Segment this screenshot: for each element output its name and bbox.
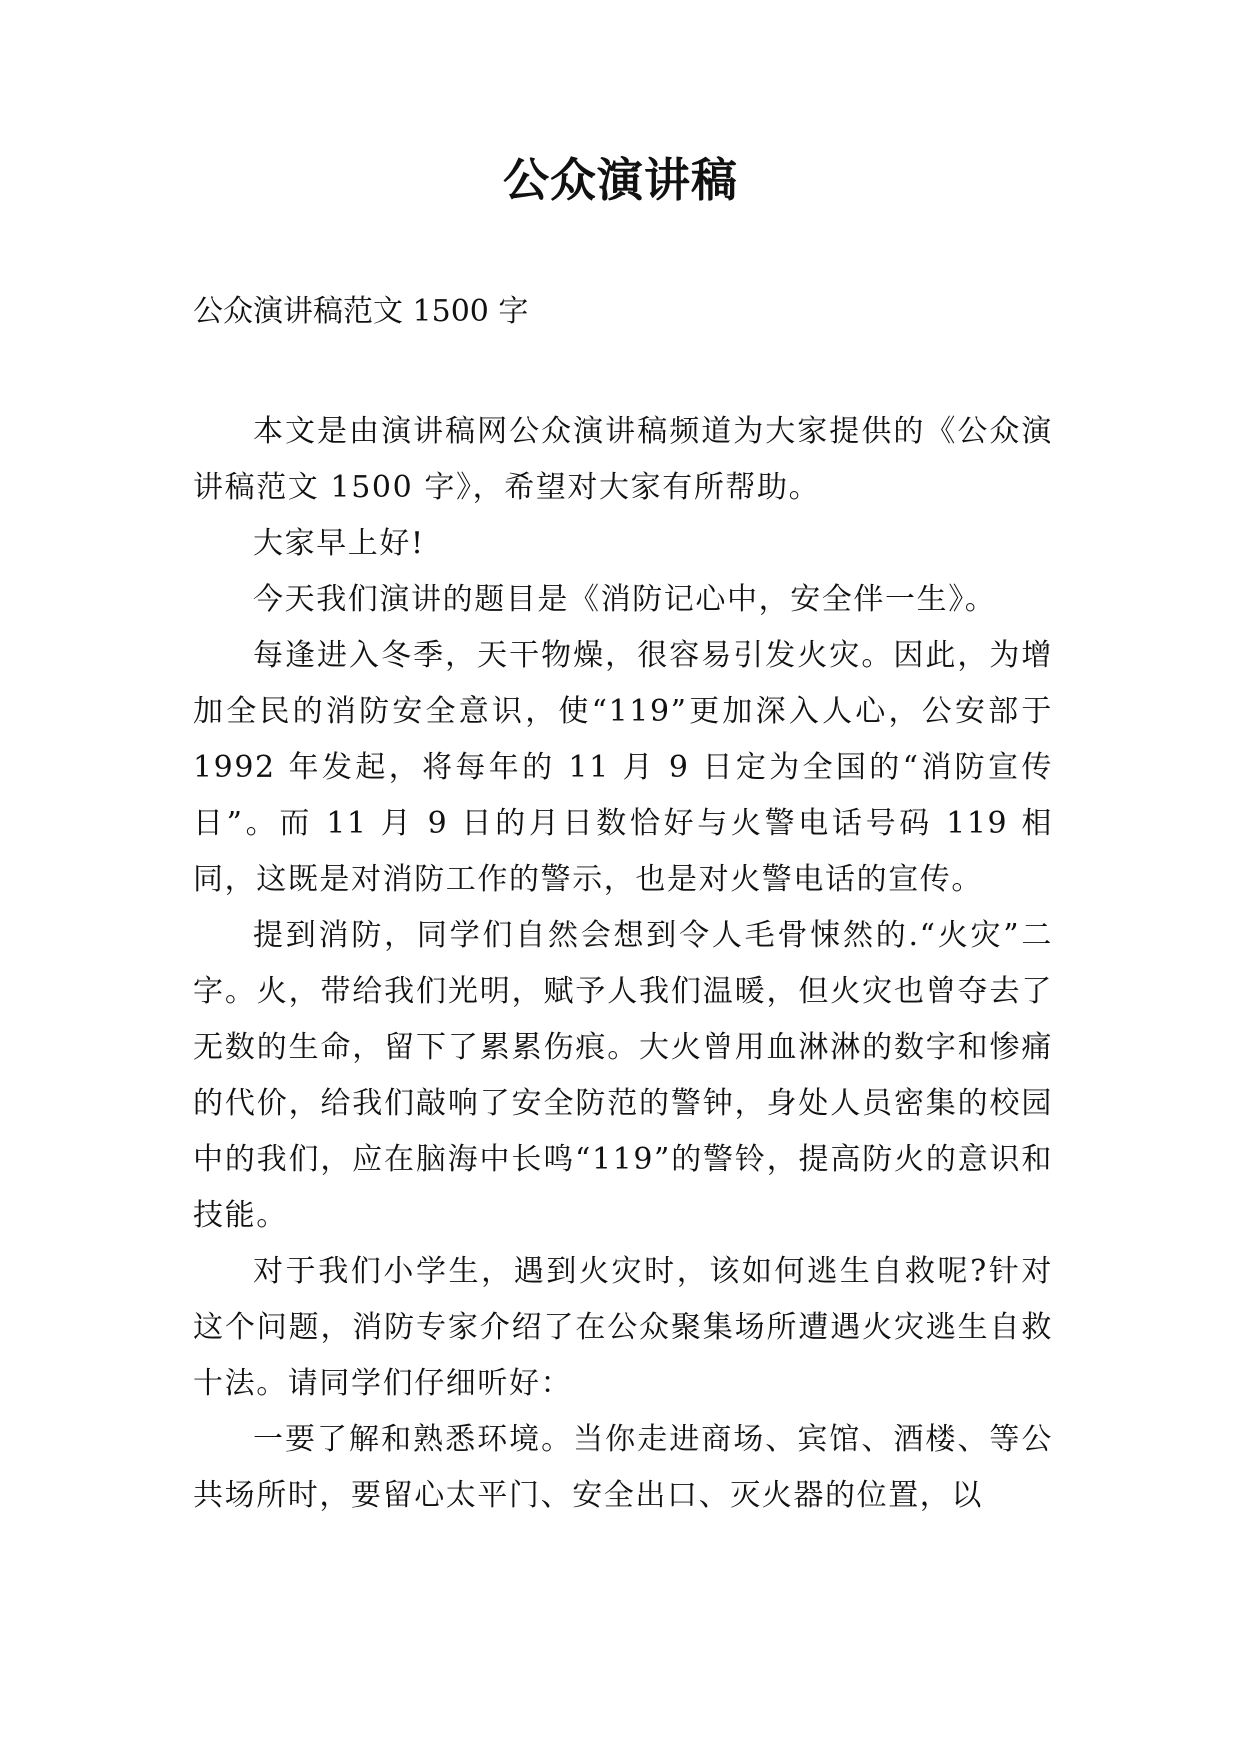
document-subtitle: 公众演讲稿范文 1500 字 bbox=[193, 294, 529, 329]
paragraph-fire-day: 每逢进入冬季，天干物燥，很容易引发火灾。因此，为增加全民的消防安全意识，使“119”更加深入人心，公安部于 1992 年发起，将每年的 11 月 9 日定为全国的“消防宣传日”。而 11 月 9 日的月日数恰好与火警电话号码 119 相同，这既是对消防工作的警示，也是对火警电话的宣传。 bbox=[193, 638, 1053, 897]
document-title: 公众演讲稿 bbox=[503, 153, 738, 207]
paragraph-fire-danger: 提到消防，同学们自然会想到令人毛骨悚然的.“火灾”二字。火，带给我们光明，赋予人我们温暖，但火灾也曾夺去了无数的生命，留下了累累伤痕。大火曾用血淋淋的数字和惨痛的代价，给我们敲响了安全防范的警钟，身处人员密集的校园中的我们，应在脑海中长鸣“119”的警铃，提高防火的意识和技能。 bbox=[193, 918, 1053, 1233]
paragraph-escape-question: 对于我们小学生，遇到火灾时，该如何逃生自救呢?针对这个问题，消防专家介绍了在公众聚集场所遭遇火灾逃生自救十法。请同学们仔细听好： bbox=[193, 1254, 1053, 1401]
document-body bbox=[193, 404, 1053, 1524]
paragraph-greeting: 大家早上好! bbox=[253, 526, 425, 561]
paragraph-tip-one: 一要了解和熟悉环境。当你走进商场、宾馆、酒楼、等公共场所时，要留心太平门、安全出口、灭火器的位置，以 bbox=[193, 1422, 1053, 1513]
paragraph-topic: 今天我们演讲的题目是《消防记心中，安全伴一生》。 bbox=[253, 582, 997, 617]
paragraph-intro: 本文是由演讲稿网公众演讲稿频道为大家提供的《公众演讲稿范文 1500 字》，希望对大家有所帮助。 bbox=[193, 414, 1053, 505]
